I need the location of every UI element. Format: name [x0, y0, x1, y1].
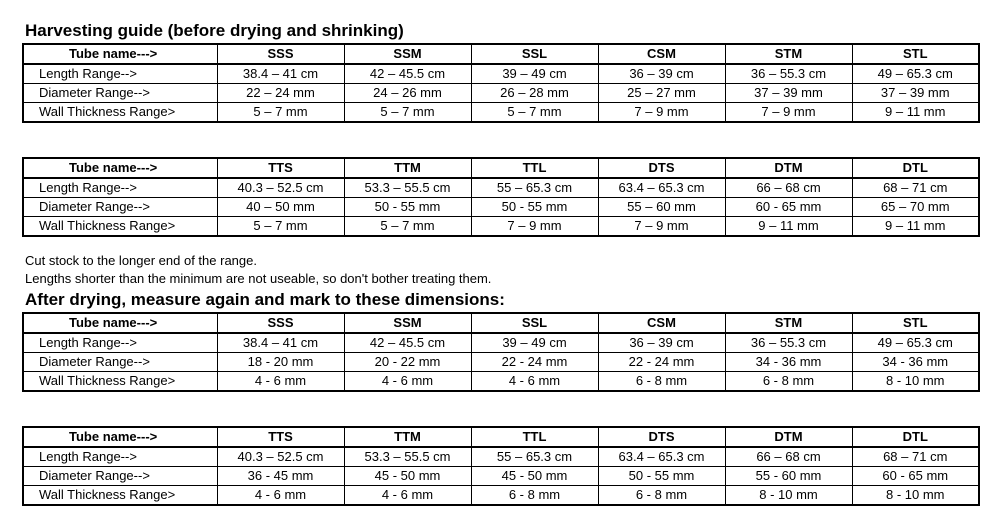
table-cell: 63.4 – 65.3 cm	[598, 447, 725, 467]
table-cell: 4 - 6 mm	[344, 486, 471, 506]
tube-name-cell: CSM	[598, 313, 725, 333]
tube-name-cell: DTM	[725, 158, 852, 178]
header-label: Tube name--->	[23, 44, 217, 64]
table-cell: 22 – 24 mm	[217, 84, 344, 103]
table-cell: 38.4 – 41 cm	[217, 333, 344, 353]
instruction-note: Cut stock to the longer end of the range.	[25, 253, 257, 268]
table-cell: 5 – 7 mm	[217, 103, 344, 123]
tube-name-cell: DTL	[852, 158, 979, 178]
table-cell: 37 – 39 mm	[852, 84, 979, 103]
table-cell: 34 - 36 mm	[852, 353, 979, 372]
tube-name-cell: SSS	[217, 44, 344, 64]
tube-name-cell: SSL	[471, 313, 598, 333]
table-cell: 40.3 – 52.5 cm	[217, 178, 344, 198]
row-label: Length Range-->	[23, 64, 217, 84]
row-label: Diameter Range-->	[23, 84, 217, 103]
table-cell: 24 – 26 mm	[344, 84, 471, 103]
table-cell: 66 – 68 cm	[725, 447, 852, 467]
tube-name-cell: SSM	[344, 313, 471, 333]
harvest-table-small	[22, 43, 980, 123]
table-cell: 53.3 – 55.5 cm	[344, 178, 471, 198]
header-label: Tube name--->	[23, 158, 217, 178]
table-cell: 5 – 7 mm	[344, 103, 471, 123]
table-row	[23, 447, 979, 467]
table-cell: 9 – 11 mm	[852, 217, 979, 237]
tube-name-cell: DTM	[725, 427, 852, 447]
table-cell: 36 – 39 cm	[598, 333, 725, 353]
header-label: Tube name--->	[23, 427, 217, 447]
table-cell: 55 – 60 mm	[598, 198, 725, 217]
tube-name-cell: TTM	[344, 158, 471, 178]
table-cell: 20 - 22 mm	[344, 353, 471, 372]
table-cell: 6 - 8 mm	[471, 486, 598, 506]
harvest-table-large	[22, 157, 980, 237]
table-cell: 37 – 39 mm	[725, 84, 852, 103]
table-row	[23, 178, 979, 198]
section-title: After drying, measure again and mark to these dimensions:	[25, 290, 505, 309]
table-row	[23, 198, 979, 217]
row-label: Length Range-->	[23, 333, 217, 353]
table-cell: 4 - 6 mm	[471, 372, 598, 392]
tube-name-cell: TTS	[217, 427, 344, 447]
table-cell: 55 – 65.3 cm	[471, 447, 598, 467]
table-cell: 7 – 9 mm	[725, 103, 852, 123]
table-cell: 9 – 11 mm	[725, 217, 852, 237]
page-title: Harvesting guide (before drying and shrinking)	[25, 21, 404, 40]
table-cell: 39 – 49 cm	[471, 64, 598, 84]
tube-name-cell: STM	[725, 313, 852, 333]
table-cell: 6 - 8 mm	[598, 486, 725, 506]
header-label: Tube name--->	[23, 313, 217, 333]
tube-name-cell: TTS	[217, 158, 344, 178]
table-cell: 55 – 65.3 cm	[471, 178, 598, 198]
table-row	[23, 372, 979, 392]
row-label: Wall Thickness Range>	[23, 217, 217, 237]
row-label: Wall Thickness Range>	[23, 372, 217, 392]
table-cell: 36 – 55.3 cm	[725, 333, 852, 353]
table-cell: 39 – 49 cm	[471, 333, 598, 353]
tube-name-cell: STL	[852, 313, 979, 333]
table-cell: 8 - 10 mm	[852, 372, 979, 392]
table-cell: 68 – 71 cm	[852, 178, 979, 198]
table-cell: 60 - 65 mm	[852, 467, 979, 486]
table-cell: 7 – 9 mm	[598, 217, 725, 237]
dried-table-large	[22, 426, 980, 506]
table-cell: 68 – 71 cm	[852, 447, 979, 467]
table-cell: 5 – 7 mm	[471, 103, 598, 123]
tube-name-cell: STL	[852, 44, 979, 64]
table-cell: 18 - 20 mm	[217, 353, 344, 372]
row-label: Wall Thickness Range>	[23, 103, 217, 123]
table-cell: 4 - 6 mm	[344, 372, 471, 392]
table-cell: 36 - 45 mm	[217, 467, 344, 486]
table-cell: 53.3 – 55.5 cm	[344, 447, 471, 467]
table-cell: 50 - 55 mm	[471, 198, 598, 217]
table-cell: 60 - 65 mm	[725, 198, 852, 217]
table-row	[23, 103, 979, 123]
table-cell: 38.4 – 41 cm	[217, 64, 344, 84]
table-cell: 8 - 10 mm	[725, 486, 852, 506]
table-row	[23, 64, 979, 84]
tube-name-cell: TTM	[344, 427, 471, 447]
tube-name-cell: STM	[725, 44, 852, 64]
table-row	[23, 217, 979, 237]
row-label: Diameter Range-->	[23, 353, 217, 372]
table-cell: 7 – 9 mm	[598, 103, 725, 123]
table-cell: 5 – 7 mm	[217, 217, 344, 237]
row-label: Diameter Range-->	[23, 467, 217, 486]
table-header-row	[23, 158, 979, 178]
table-cell: 5 – 7 mm	[344, 217, 471, 237]
table-cell: 26 – 28 mm	[471, 84, 598, 103]
table-cell: 6 - 8 mm	[598, 372, 725, 392]
table-cell: 25 – 27 mm	[598, 84, 725, 103]
table-cell: 55 - 60 mm	[725, 467, 852, 486]
table-header-row	[23, 427, 979, 447]
table-cell: 50 - 55 mm	[598, 467, 725, 486]
table-cell: 4 - 6 mm	[217, 372, 344, 392]
table-cell: 8 - 10 mm	[852, 486, 979, 506]
tube-name-cell: SSS	[217, 313, 344, 333]
table-row	[23, 333, 979, 353]
tube-name-cell: SSL	[471, 44, 598, 64]
table-cell: 66 – 68 cm	[725, 178, 852, 198]
table-cell: 49 – 65.3 cm	[852, 333, 979, 353]
tube-name-cell: CSM	[598, 44, 725, 64]
table-cell: 40 – 50 mm	[217, 198, 344, 217]
table-row	[23, 84, 979, 103]
table-cell: 6 - 8 mm	[725, 372, 852, 392]
table-cell: 50 - 55 mm	[344, 198, 471, 217]
tube-name-cell: SSM	[344, 44, 471, 64]
table-row	[23, 486, 979, 506]
tube-name-cell: TTL	[471, 158, 598, 178]
table-row	[23, 353, 979, 372]
row-label: Length Range-->	[23, 447, 217, 467]
table-header-row	[23, 313, 979, 333]
table-cell: 40.3 – 52.5 cm	[217, 447, 344, 467]
table-cell: 65 – 70 mm	[852, 198, 979, 217]
tube-name-cell: DTS	[598, 158, 725, 178]
table-cell: 49 – 65.3 cm	[852, 64, 979, 84]
row-label: Length Range-->	[23, 178, 217, 198]
row-label: Diameter Range-->	[23, 198, 217, 217]
table-header-row	[23, 44, 979, 64]
table-cell: 45 - 50 mm	[471, 467, 598, 486]
table-cell: 22 - 24 mm	[598, 353, 725, 372]
table-cell: 7 – 9 mm	[471, 217, 598, 237]
table-cell: 22 - 24 mm	[471, 353, 598, 372]
table-cell: 36 – 39 cm	[598, 64, 725, 84]
tube-name-cell: DTL	[852, 427, 979, 447]
table-cell: 42 – 45.5 cm	[344, 64, 471, 84]
dried-table-small	[22, 312, 980, 392]
instruction-note: Lengths shorter than the minimum are not useable, so don't bother treating them.	[25, 271, 492, 286]
table-cell: 36 – 55.3 cm	[725, 64, 852, 84]
table-cell: 42 – 45.5 cm	[344, 333, 471, 353]
table-cell: 63.4 – 65.3 cm	[598, 178, 725, 198]
tube-name-cell: TTL	[471, 427, 598, 447]
table-cell: 9 – 11 mm	[852, 103, 979, 123]
table-row	[23, 467, 979, 486]
tube-name-cell: DTS	[598, 427, 725, 447]
table-cell: 34 - 36 mm	[725, 353, 852, 372]
table-cell: 45 - 50 mm	[344, 467, 471, 486]
table-cell: 4 - 6 mm	[217, 486, 344, 506]
row-label: Wall Thickness Range>	[23, 486, 217, 506]
